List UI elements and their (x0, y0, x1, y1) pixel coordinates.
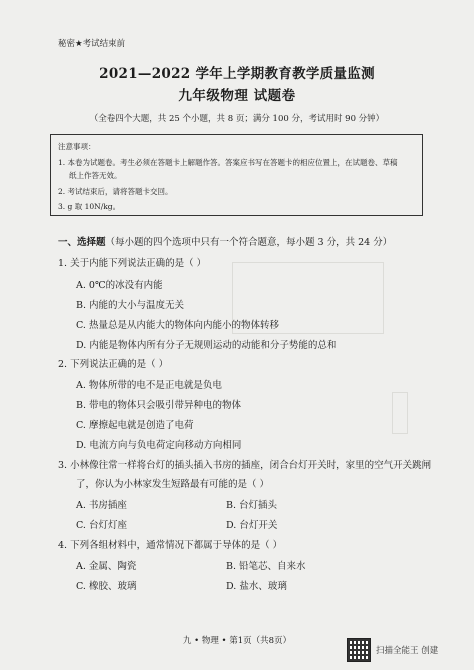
question-2: 2. 下列说法正确的是（ ） (58, 359, 169, 370)
bleed-through-mark (392, 392, 408, 434)
q1-option-c: C. 热量总是从内能大的物体向内能小的物体转移 (76, 320, 279, 331)
q4-option-a: A. 金属、陶瓷 (76, 561, 137, 572)
exam-title: 2021—2022 学年上学期教育教学质量监测 (99, 66, 375, 82)
q2-option-a: A. 物体所带的电不是正电就是负电 (76, 380, 222, 391)
q4-option-b: B. 铅笔芯、自来水 (226, 561, 306, 572)
section-desc: （每小题的四个选项中只有一个符合题意，每小题 3 分，共 24 分） (105, 237, 393, 248)
exam-info: （全卷四个大题，共 25 个小题，共 8 页；满分 100 分，考试用时 90 分钟） (89, 114, 385, 124)
notes-box (50, 134, 423, 216)
question-3-cont: 了，你认为小林家发生短路最有可能的是（ ） (76, 479, 270, 490)
question-1: 1. 关于内能下列说法正确的是（ ） (58, 258, 207, 269)
q4-option-c: C. 橡胶、玻璃 (76, 581, 137, 592)
q3-option-c: C. 台灯灯座 (76, 520, 127, 531)
q2-option-b: B. 带电的物体只会吸引带异种电的物体 (76, 400, 242, 411)
q1-option-d: D. 内能是物体内所有分子无规则运动的动能和分子势能的总和 (76, 340, 337, 351)
q1-option-b: B. 内能的大小与温度无关 (76, 300, 185, 311)
exam-subtitle: 九年级物理 试题卷 (178, 88, 296, 104)
confidential-label: 秘密★考试结束前 (58, 39, 126, 49)
notes-title: 注意事项： (58, 142, 96, 151)
q2-option-d: D. 电流方向与负电荷定向移动方向相同 (76, 440, 242, 451)
page-footer: 九 • 物理 • 第1页（共8页） (182, 636, 292, 646)
question-4: 4. 下列各组材料中，通常情况下都属于导体的是（ ） (58, 540, 283, 551)
scanner-watermark: 扫描全能王 创建 (376, 646, 439, 656)
section-title: 一、选择题 (58, 237, 106, 248)
question-3: 3. 小林像往常一样将台灯的插头插入书房的插座，闭合台灯开关时，家里的空气开关跳闸 (58, 460, 432, 471)
qr-code-icon (347, 638, 371, 662)
q4-option-d: D. 盐水、玻璃 (226, 581, 287, 592)
q2-option-c: C. 摩擦起电就是创造了电荷 (76, 420, 194, 431)
section-heading (58, 234, 392, 248)
note-3: 3. g 取 10N/kg。 (58, 202, 121, 211)
q1-option-a: A. 0℃的冰没有内能 (76, 280, 163, 291)
note-2: 2. 考试结束后，请将答题卡交回。 (58, 187, 173, 196)
q3-option-d: D. 台灯开关 (226, 520, 278, 531)
note-1-cont: 纸上作答无效。 (69, 171, 122, 180)
note-1: 1. 本卷为试题卷。考生必须在答题卡上解题作答。答案应书写在答题卡的相应位置上，在试题卷、草稿 (58, 158, 398, 167)
q3-option-a: A. 书房插座 (76, 500, 127, 511)
q3-option-b: B. 台灯插头 (226, 500, 278, 511)
